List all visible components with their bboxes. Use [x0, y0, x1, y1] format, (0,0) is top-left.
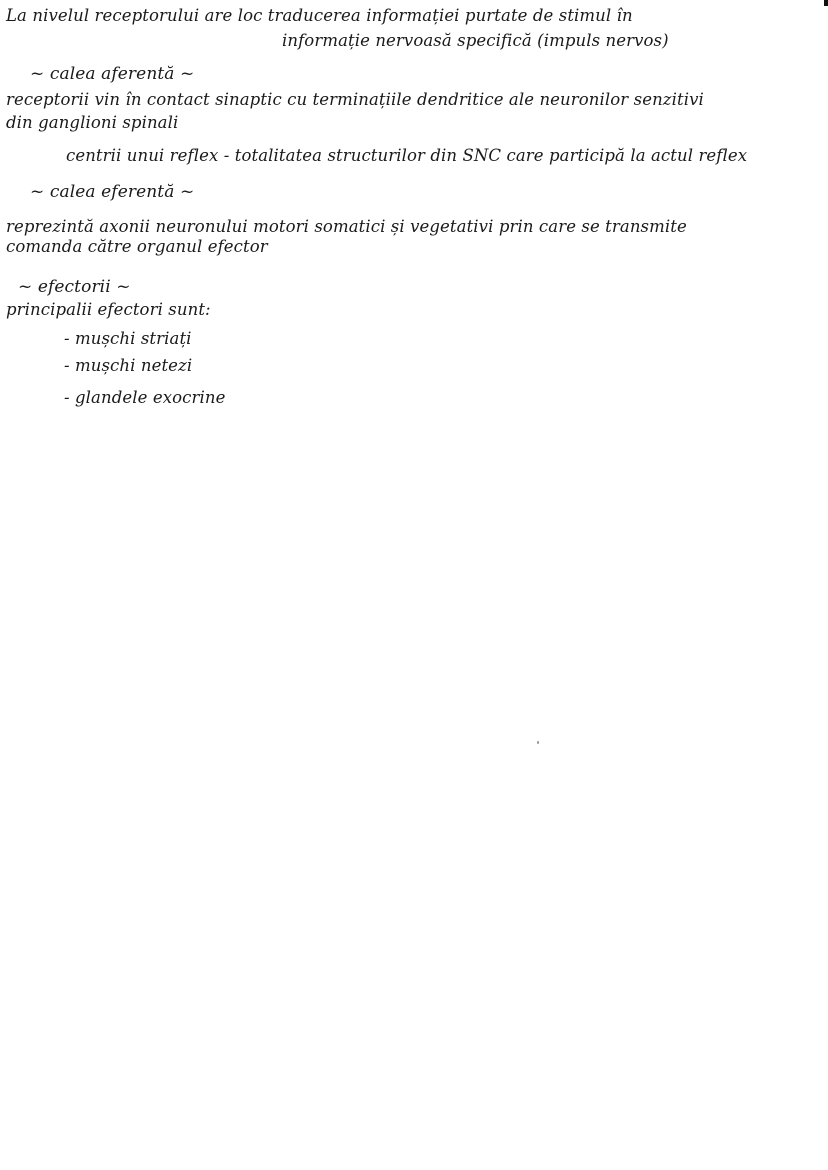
effector-item-glands: - glandele exocrine — [64, 388, 226, 407]
intro-line-1: La nivelul receptorului are loc traducerea informației purtate de stimul în — [6, 6, 633, 25]
effector-item-striated: - mușchi striați — [64, 329, 192, 348]
afferent-heading: ~ calea aferentă ~ — [30, 64, 195, 84]
effector-item-smooth: - mușchi netezi — [64, 356, 193, 375]
effectors-heading: ~ efectorii ~ — [18, 277, 131, 297]
reflex-centers-line: centrii unui reflex - totalitatea structurilor din SNC care participă la actul reflex — [66, 146, 748, 165]
efferent-line-2: comanda către organul efector — [6, 237, 268, 256]
afferent-line-2: din ganglioni spinali — [6, 113, 179, 132]
effectors-intro: principalii efectori sunt: — [6, 300, 211, 319]
efferent-heading: ~ calea eferentă ~ — [30, 182, 195, 202]
intro-line-2: informație nervoasă specifică (impuls nervos) — [282, 31, 669, 50]
afferent-line-1: receptorii vin în contact sinaptic cu terminațiile dendritice ale neuronilor senzitivi — [6, 90, 704, 109]
efferent-line-1: reprezintă axonii neuronului motori somatici și vegetativi prin care se transmite — [6, 217, 687, 236]
scan-speck — [537, 741, 539, 744]
scan-corner-mark — [824, 0, 828, 6]
